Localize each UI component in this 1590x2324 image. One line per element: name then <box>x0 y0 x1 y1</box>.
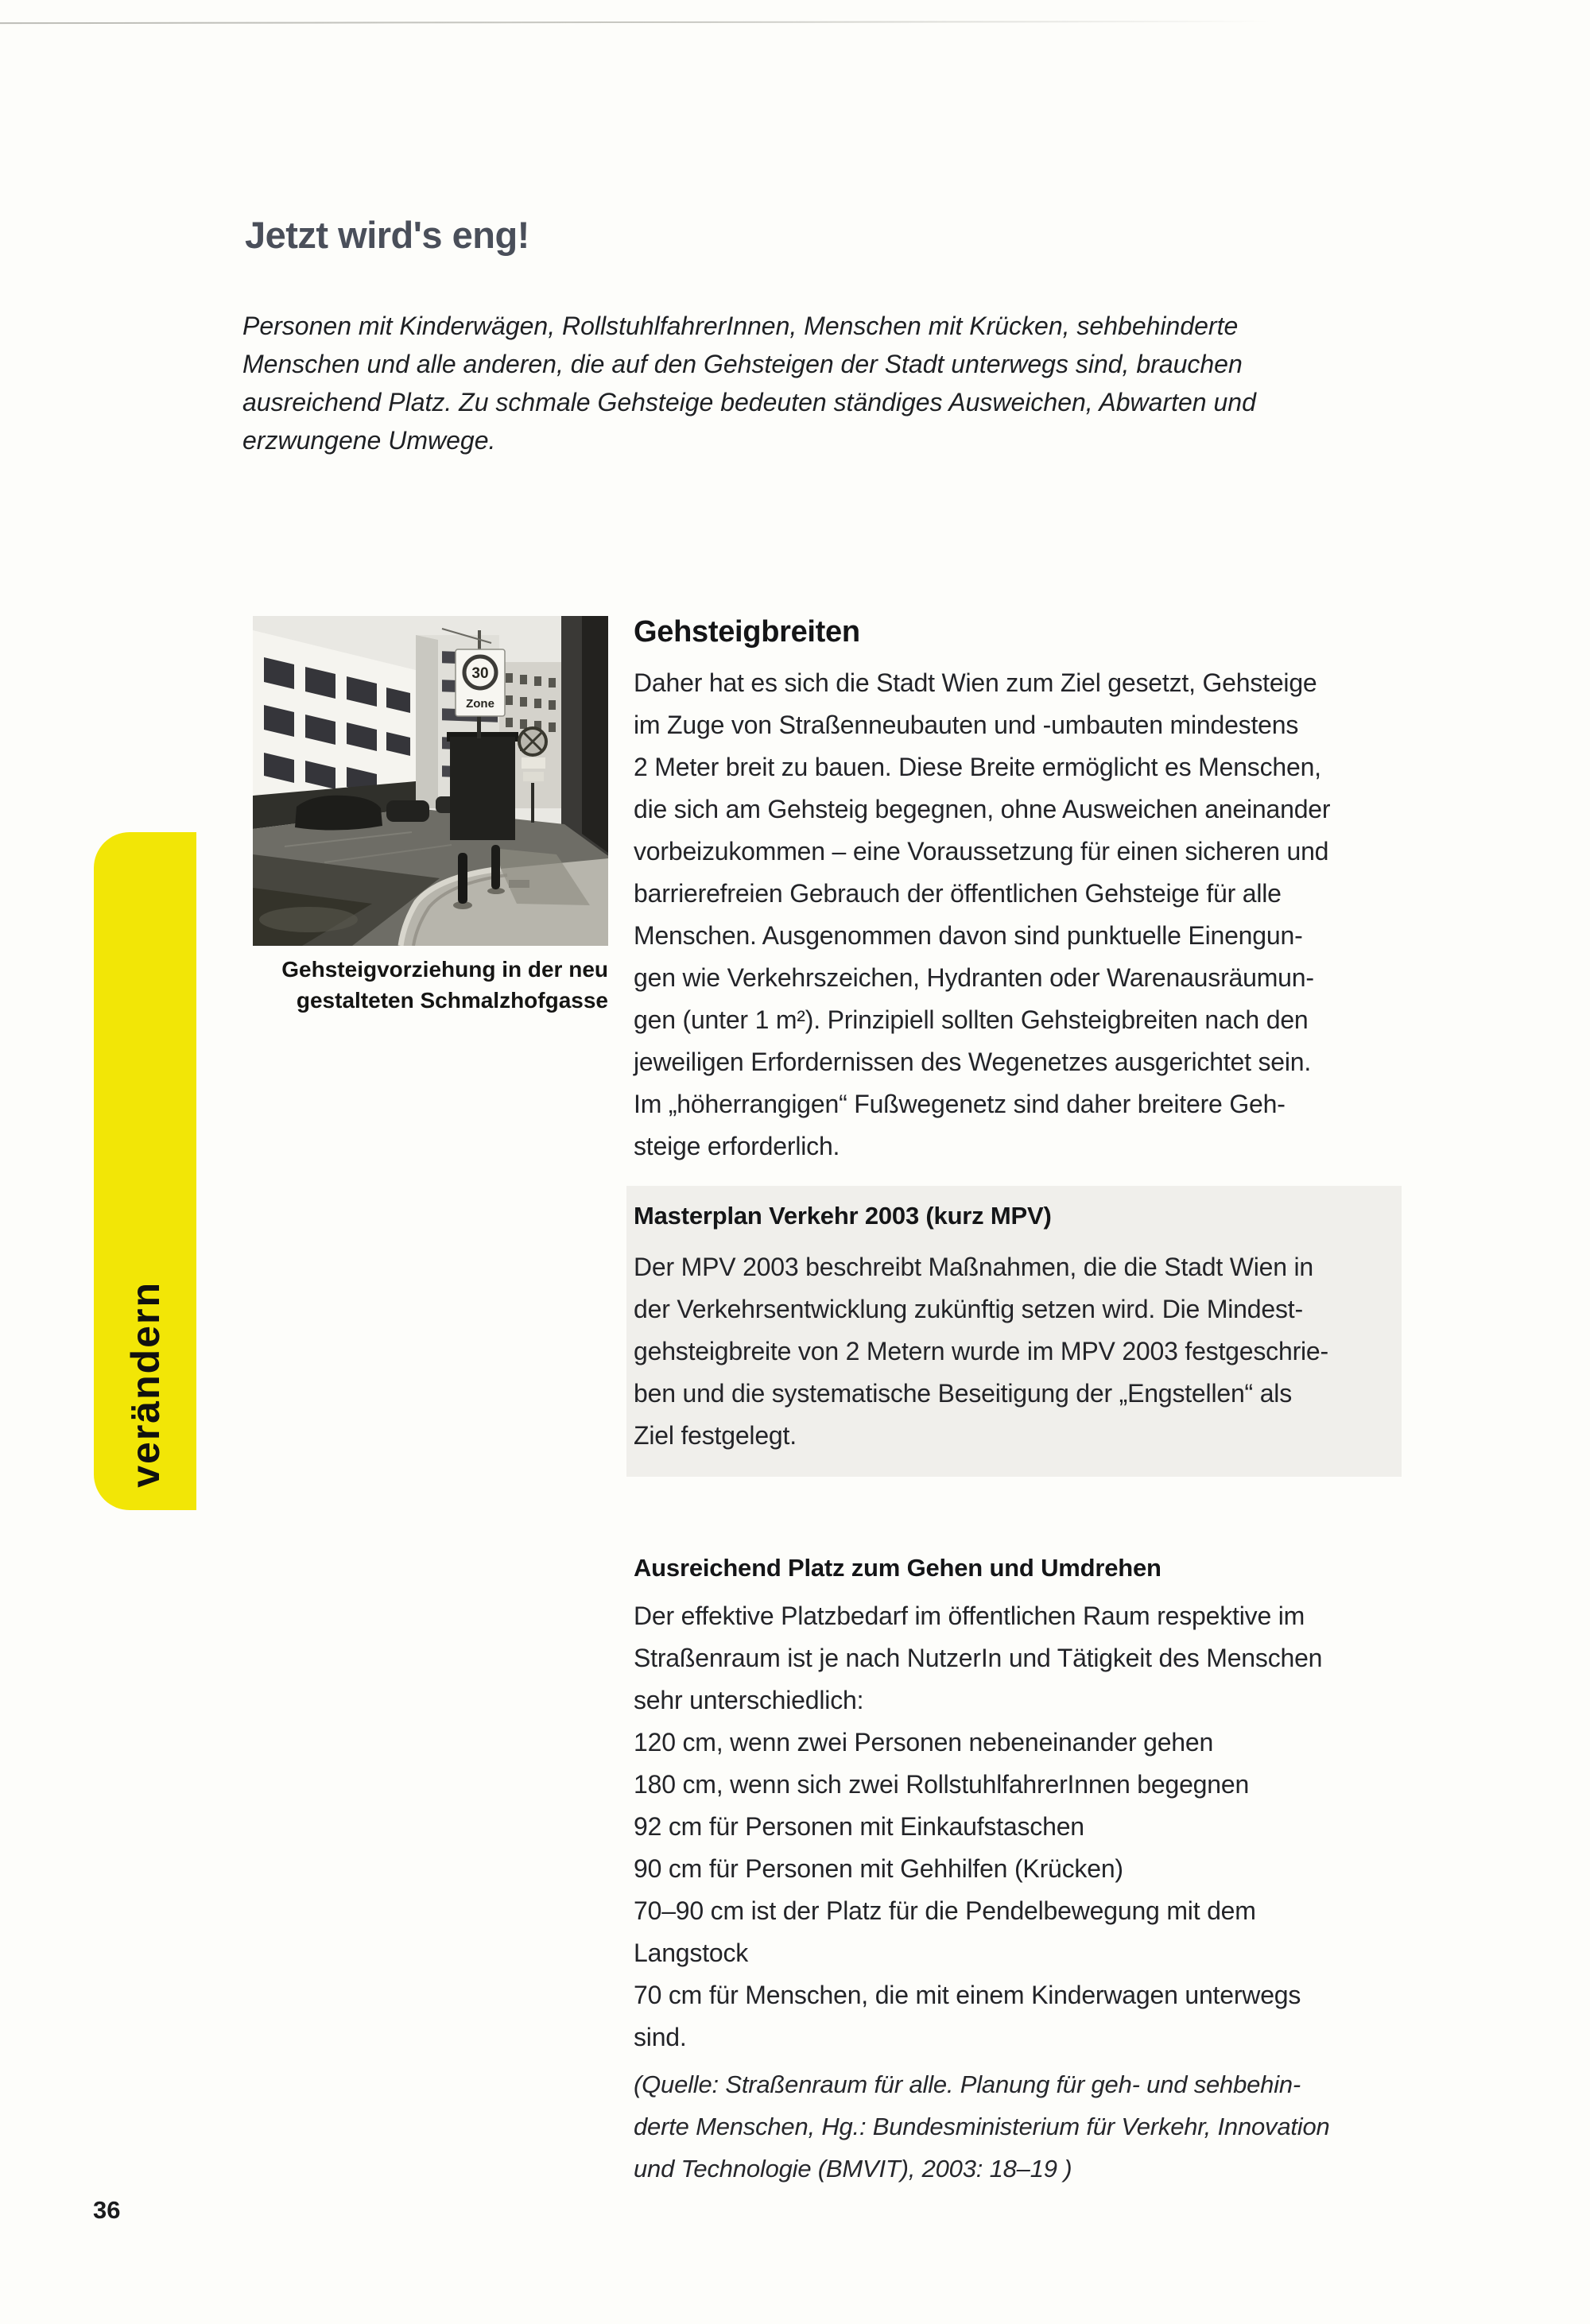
chapter-tab-label: verändern <box>122 1281 168 1488</box>
section-body-masterplan: Der MPV 2003 beschreibt Maßnahmen, die die Stadt Wien in der Verkehrsentwicklung zukünftig setzen wird. Die Mindest- gehsteigbreite von 2 Metern wurde im MPV 2003 festgeschrie- ben und die systematische Beseitigung der „Engstellen“ als Ziel festgelegt. <box>634 1253 1328 1450</box>
intro-paragraph: Personen mit Kinderwägen, RollstuhlfahrerInnen, Menschen mit Krücken, sehbehinderte Menschen und alle anderen, die auf den Gehsteigen der Stadt unterwegs sind, brauchen ausreichend Platz. Zu schmale Gehsteige bedeuten ständiges Ausweichen, Abwarten und erzwungene Umwege. <box>242 312 1256 455</box>
page-top-scan-line <box>0 21 1272 24</box>
street-photo <box>253 616 608 946</box>
photo-caption: Gehsteigvorziehung in der neu gestalteten Schmalzhofgasse <box>281 957 608 1013</box>
source-citation: (Quelle: Straßenraum für alle. Planung für geh- und sehbehin- derte Menschen, Hg.: Bundesministerium für Verkehr, Innovation und Technologie (BMVIT), 2003: 18–19 ) <box>634 2070 1330 2183</box>
speed-sign-value: 30 <box>471 665 489 682</box>
street-photo-illustration <box>253 616 608 946</box>
section-body-platzbedarf: Der effektive Platzbedarf im öffentlichen Raum respektive im Straßenraum ist je nach NutzerIn und Tätigkeit des Menschen sehr unterschiedlich: 120 cm, wenn zwei Personen nebeneinander gehen 180 cm, wenn sich zwei RollstuhlfahrerInnen begegnen 92 cm für Personen mit Einkaufstaschen 90 cm für Personen mit Gehhilfen (Krücken) 70–90 cm ist der Platz für die Pendelbewegung mit dem Langstock 70 cm für Menschen, die mit einem Kinderwagen unterwegs sind. <box>634 1602 1323 2051</box>
section-heading-gehsteigbreiten: Gehsteigbreiten <box>634 615 860 649</box>
chapter-tab <box>94 832 196 1510</box>
page-title: Jetzt wird's eng! <box>245 214 529 256</box>
section-body-gehsteigbreiten: Daher hat es sich die Stadt Wien zum Ziel gesetzt, Gehsteige im Zuge von Straßenneubauten und -umbauten mindestens 2 Meter breit zu bauen. Diese Breite ermöglicht es Menschen, die sich am Gehsteig begegnen, ohne Ausweichen aneinander vorbeizukommen – eine Voraussetzung für einen sicheren und barrierefreien Gebrauch der öffentlichen Gehsteige für alle Menschen. Ausgenommen davon sind punktuelle Einengun- gen wie Verkehrszeichen, Hydranten oder Warenausräumun- gen (unter 1 m²). Prinzipiell sollten Gehsteigbreiten nach den jeweiligen Erfordernissen des Wegenetzes ausgerichtet sein. Im „höherrangigen“ Fußwegenetz sind daher breitere Geh- steige erforderlich. <box>634 668 1331 1160</box>
page-number: 36 <box>93 2196 121 2224</box>
section-heading-platzbedarf: Ausreichend Platz zum Gehen und Umdrehen <box>634 1554 1161 1582</box>
zone-sign-label: Zone <box>466 697 494 711</box>
section-heading-masterplan: Masterplan Verkehr 2003 (kurz MPV) <box>634 1202 1052 1230</box>
